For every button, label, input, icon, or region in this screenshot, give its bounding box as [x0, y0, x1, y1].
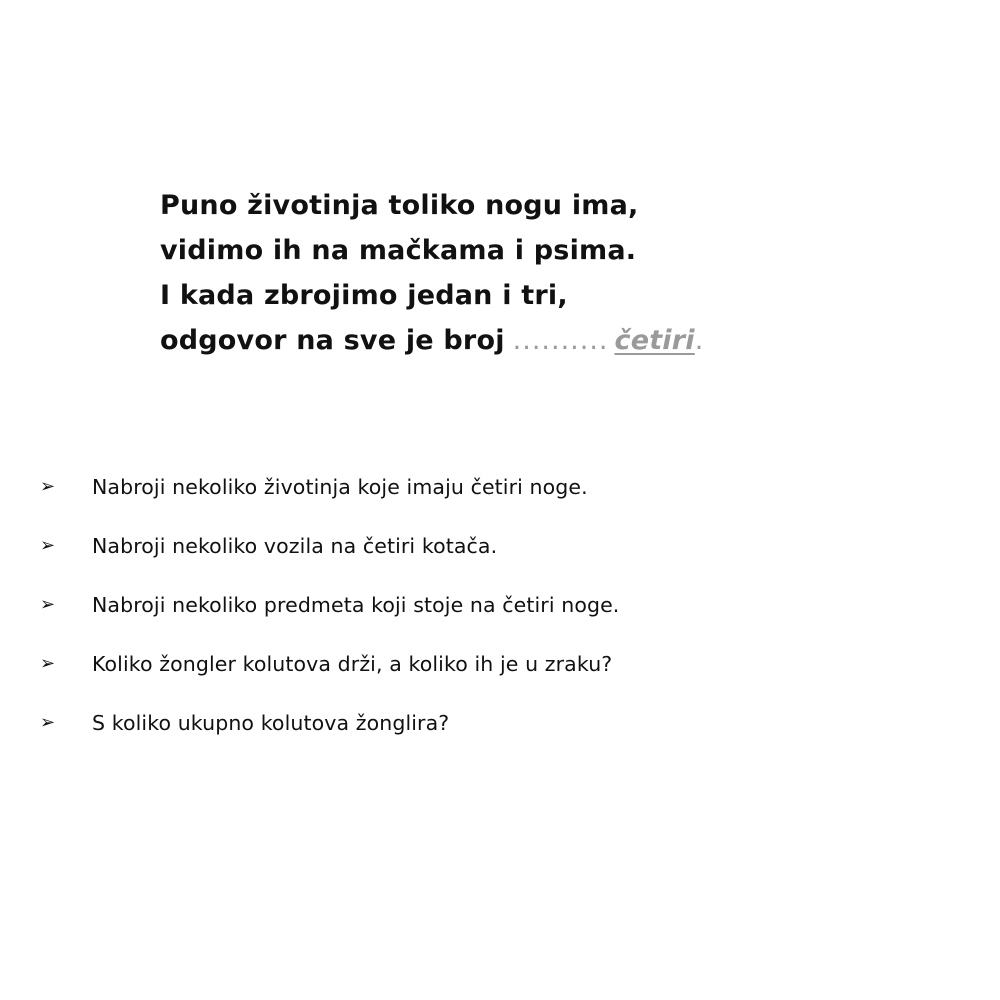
- question-text: Nabroji nekoliko životinja koje imaju četiri noge.: [92, 474, 588, 499]
- end-punctuation: .: [694, 325, 704, 356]
- arrow-bullet-icon: ➢: [40, 476, 56, 497]
- filled-answer: četiri: [614, 325, 695, 356]
- poem-line: Puno životinja toliko nogu ima,: [160, 190, 639, 221]
- question-list: [40, 457, 619, 752]
- question-text: Nabroji nekoliko vozila na četiri kotača.: [92, 533, 498, 558]
- question-text: S koliko ukupno kolutova žonglira?: [92, 710, 450, 735]
- arrow-bullet-icon: ➢: [40, 535, 56, 556]
- arrow-bullet-icon: ➢: [40, 594, 56, 615]
- poem-line-with-answer: [160, 318, 704, 363]
- poem-line: I kada zbrojimo jedan i tri,: [160, 280, 568, 311]
- question-text: Koliko žongler kolutova drži, a koliko ih je u zraku?: [92, 651, 613, 676]
- poem-line: vidimo ih na mačkama i psima.: [160, 235, 637, 266]
- question-item: [40, 516, 619, 575]
- poem: [160, 183, 704, 363]
- question-item: [40, 634, 619, 693]
- question-text: Nabroji nekoliko predmeta koji stoje na četiri noge.: [92, 592, 620, 617]
- answer-blank: ..........: [512, 325, 609, 356]
- arrow-bullet-icon: ➢: [40, 653, 56, 674]
- question-item: [40, 575, 619, 634]
- question-item: [40, 457, 619, 516]
- question-item: [40, 693, 619, 752]
- arrow-bullet-icon: ➢: [40, 712, 56, 733]
- poem-line-text: odgovor na sve je broj: [160, 325, 505, 356]
